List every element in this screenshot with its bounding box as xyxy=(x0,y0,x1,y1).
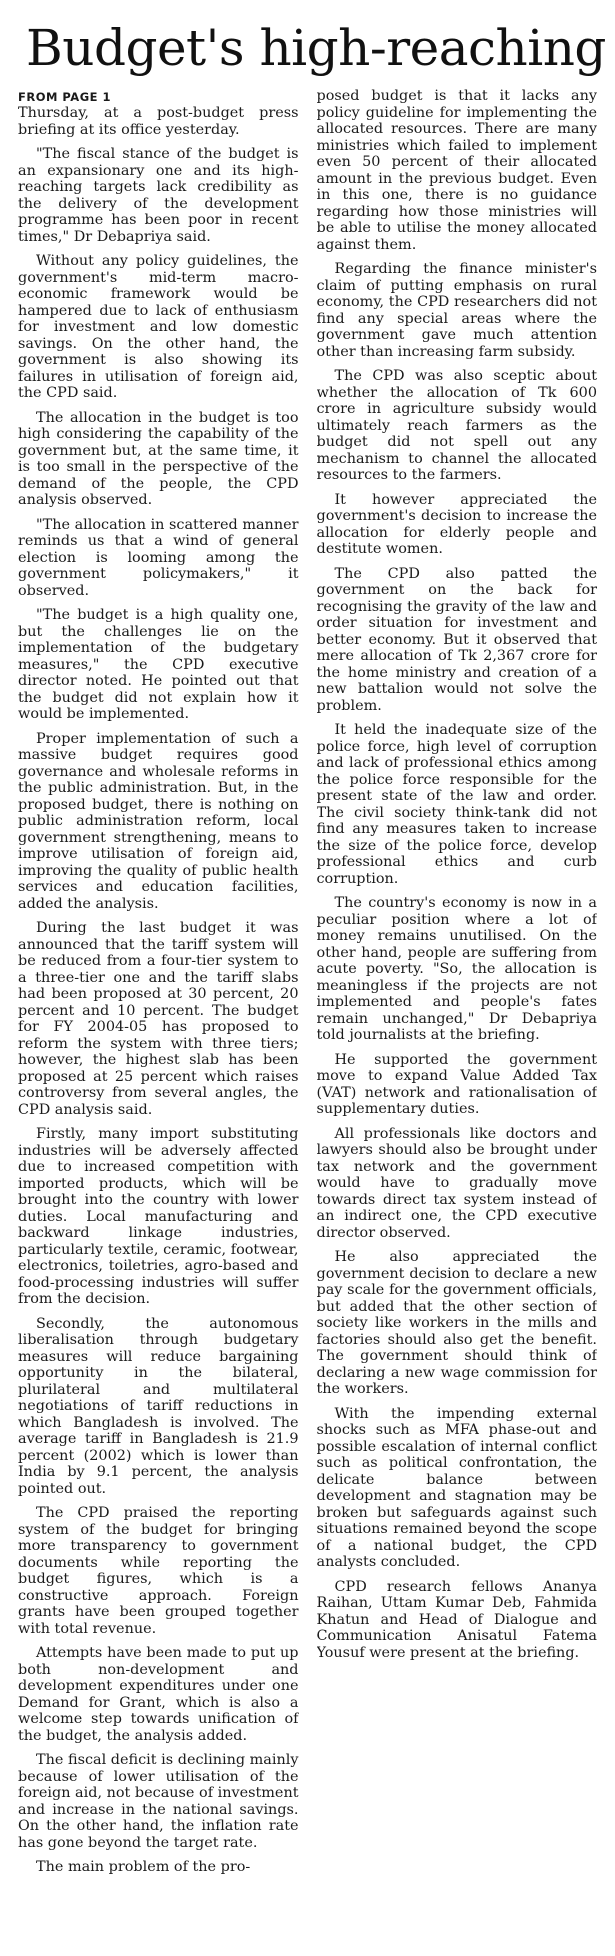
left-column xyxy=(18,88,299,1936)
paragraph: During the last budget it was announced that the tariff system will be reduced from a four-tier system to a three-tier one and the tariff slabs had been proposed at 30 percent, 20 percent and 10 percent. The budget for FY 2004-05 has proposed to reform the system with three tiers; however, the highest slab has been proposed at 25 percent which raises controversy from several angles, the CPD analysis said. xyxy=(18,920,299,1118)
paragraph: Thursday, at a post-budget press briefing at its office yesterday. xyxy=(18,105,299,138)
paragraph: All professionals like doctors and lawyers should also be brought under tax network and the government would have to gradually move towards direct tax system instead of an indirect one, the CPD executive director observed. xyxy=(316,1125,597,1241)
paragraph: It held the inadequate size of the police force, high level of corruption and lack of professional ethics among the police force responsible for the present state of the law and order. The civil society think-tank did not find any measures taken to increase the size of the police force, develop professional ethics and curb corruption. xyxy=(316,722,597,887)
paragraph: The CPD also patted the government on the back for recognising the gravity of the law and order situation for investment and better economy. But it observed that mere allocation of Tk 2,367 crore for the home ministry and creation of a new battalion would not solve the problem. xyxy=(316,565,597,714)
paragraph: The fiscal deficit is declining mainly because of lower utilisation of the foreign aid, not because of investment and increase in the national savings. On the other hand, the inflation rate has gone beyond the target rate. xyxy=(18,1752,299,1851)
paragraph: He supported the government move to expand Value Added Tax (VAT) network and rationalisation of supplementary duties. xyxy=(316,1051,597,1117)
article-headline: Budget's high-reaching xyxy=(26,19,606,77)
paragraph: CPD research fellows Ananya Raihan, Uttam Kumar Deb, Fahmida Khatun and Head of Dialogue and Communication Anisatul Fatema Yousuf were present at the briefing. xyxy=(316,1578,597,1661)
paragraph: It however appreciated the government's decision to increase the allocation for elderly people and destitute women. xyxy=(316,491,597,557)
paragraph: He also appreciated the government decision to declare a new pay scale for the government officials, but added that the other section of society like workers in the mills and factories should also get the benefit. The government should think of declaring a new wage commission for the workers. xyxy=(316,1249,597,1397)
paragraph: The CPD praised the reporting system of the budget for bringing more transparency to government documents while reporting the budget figures, which is a constructive approach. Foreign grants have been grouped together with total revenue. xyxy=(18,1505,299,1637)
paragraph: The main problem of the pro- xyxy=(36,1859,251,1875)
right-column xyxy=(317,88,598,1936)
paragraph: Without any policy guidelines, the government's mid-term macro-economic framework would be hampered due to lack of enthusiasm for investment and low domestic savings. On the other hand, the government is also showing its failures in utilisation of foreign aid, the CPD said. xyxy=(18,253,299,401)
paragraph: posed budget is that it lacks any policy guideline for implementing the allocated resources. There are many ministries which failed to implement even 50 percent of their allocated amount in the previous budget. Even in this one, there is no guidance regarding how those ministries will be able to utilise the money allocated against them. xyxy=(316,88,597,253)
paragraph: The country's economy is now in a peculiar position where a lot of money remains unutilised. On the other hand, people are suffering from acute poverty. "So, the allocation is meaningless if the projects are not implemented and people's fates remain unchanged," Dr Debapriya told journalists at the briefing. xyxy=(316,895,597,1043)
paragraph: Firstly, many import substituting industries will be adversely affected due to increased competition with imported products, which will be brought into the country with lower duties. Local manufacturing and backward linkage industries, particularly textile, ceramic, footwear, electronics, toiletries, agro-based and food-processing industries will suffer from the decision. xyxy=(18,1126,299,1307)
paragraph: "The allocation in scattered manner reminds us that a wind of general election is looming among the government policymakers," it observed. xyxy=(18,516,299,599)
paragraph: "The budget is a high quality one, but the challenges lie on the implementation of the budgetary measures," the CPD executive director noted. He pointed out that the budget did not explain how it would be implemented. xyxy=(18,607,299,722)
paragraph: With the impending external shocks such as MFA phase-out and possible escalation of internal conflict such as political confrontation, the delicate balance between development and stagnation may be broken but safeguards against such situations remained beyond the scope of a national budget, the CPD analysts concluded. xyxy=(316,1405,597,1570)
continuation-kicker: FROM PAGE 1 xyxy=(18,90,112,104)
paragraph: "The fiscal stance of the budget is an expansionary one and its high-reaching targets lack credibility as the delivery of the development programme has been poor in recent times," Dr Debapriya said. xyxy=(18,146,299,245)
paragraph: Attempts have been made to put up both non-development and development expenditures under one Demand for Grant, which is also a welcome step towards unification of the budget, the analysis added. xyxy=(18,1645,299,1744)
paragraph: Regarding the finance minister's claim of putting emphasis on rural economy, the CPD researchers did not find any special areas where the government gave much attention other than increasing farm subsidy. xyxy=(316,261,597,360)
paragraph: Secondly, the autonomous liberalisation through budgetary measures will reduce bargaining opportunity in the bilateral, plurilateral and multilateral negotiations of tariff reductions in which Bangladesh is involved. The average tariff in Bangladesh is 21.9 percent (2002) which is lower than India by 9.1 percent, the analysis pointed out. xyxy=(18,1315,299,1497)
article-body xyxy=(18,88,597,1936)
paragraph: Proper implementation of such a massive budget requires good governance and wholesale reforms in the public administration. But, in the proposed budget, there is nothing on public administration reform, local government strengthening, means to improve utilisation of foreign aid, improving the quality of public health services and education facilities, added the analysis. xyxy=(18,730,299,912)
paragraph: The CPD was also sceptic about whether the allocation of Tk 600 crore in agriculture subsidy would ultimately reach farmers as the budget did not spell out any mechanism to channel the allocated resources to the farmers. xyxy=(316,368,597,483)
paragraph: The allocation in the budget is too high considering the capability of the government but, at the same time, it is too small in the perspective of the demand of the people, the CPD analysis observed. xyxy=(18,409,299,508)
